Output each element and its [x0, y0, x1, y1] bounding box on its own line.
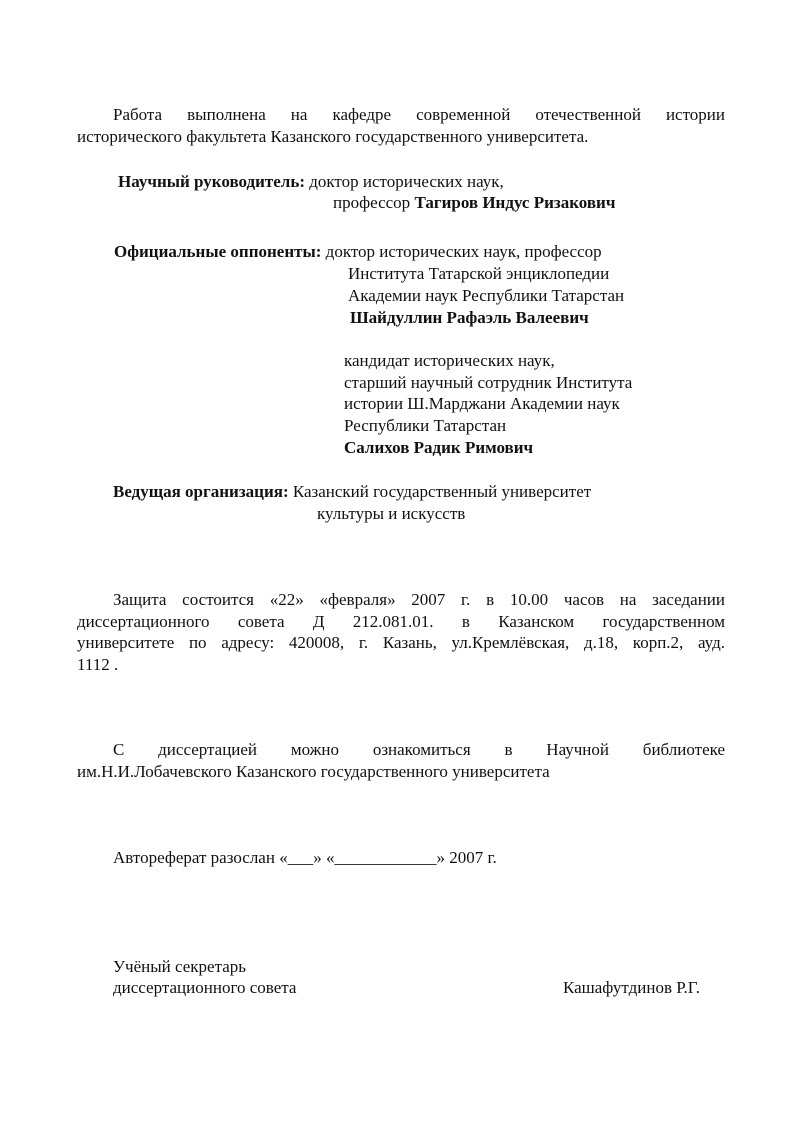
opponent-2-name: Салихов Радик Римович — [344, 438, 534, 457]
opponent-2-line-3: истории Ш.Марджани Академии наук — [344, 394, 620, 413]
opponents-line-1 — [114, 241, 602, 263]
secretary-title-1: Учёный секретарь — [113, 957, 247, 976]
leading-org-label: Ведущая организация: — [113, 482, 289, 501]
opponents-label: Официальные оппоненты: — [114, 242, 322, 261]
library-line-1: С диссертацией можно ознакомиться в Научной библиотеке — [113, 740, 725, 759]
opponent-1-degree: доктор исторических наук, профессор — [325, 242, 602, 261]
leading-org-line-2: культуры и искусств — [317, 504, 466, 523]
defense-line-4: 1112 . — [77, 655, 119, 674]
defense-line-3: университете по адресу: 420008, г. Казань, ул.Кремлёвская, д.18, корп.2, ауд. — [77, 633, 725, 652]
opponent-2-line-1: кандидат исторических наук, — [344, 351, 555, 370]
supervisor-label: Научный руководитель: — [118, 172, 305, 191]
opponent-2-line-4: Республики Татарстан — [344, 416, 507, 435]
library-line-2: им.Н.И.Лобачевского Казанского государственного университета — [77, 762, 550, 781]
defense-line-2: диссертационного совета Д 212.081.01. в Казанском государственном — [77, 612, 725, 631]
opponent-2-line-2: старший научный сотрудник Института — [344, 373, 633, 392]
defense-line-1: Защита состоится «22» «февраля» 2007 г. в 10.00 часов на заседании — [113, 590, 725, 609]
supervisor-name: Тагиров Индус Ризакович — [414, 193, 616, 212]
supervisor-line-2 — [333, 192, 615, 214]
secretary-name: Кашафутдинов Р.Г. — [563, 978, 700, 997]
leading-org-name: Казанский государственный университет — [292, 482, 592, 501]
opponent-1-line-3: Академии наук Республики Татарстан — [348, 286, 625, 305]
opponent-1-line-2: Института Татарской энциклопедии — [348, 264, 610, 283]
secretary-title-2: диссертационного совета — [113, 978, 297, 997]
supervisor-line-1 — [118, 171, 504, 193]
supervisor-degree: доктор исторических наук, — [309, 172, 504, 191]
supervisor-prefix: профессор — [333, 193, 411, 212]
intro-line-2: исторического факультета Казанского государственного университета. — [77, 127, 589, 146]
sent-date: Автореферат разослан «___» «____________» 2007 г. — [113, 848, 497, 867]
opponent-1-name: Шайдуллин Рафаэль Валеевич — [350, 308, 589, 327]
intro-line-1: Работа выполнена на кафедре современной отечественной истории — [113, 105, 725, 124]
leading-org-line-1 — [113, 481, 591, 503]
